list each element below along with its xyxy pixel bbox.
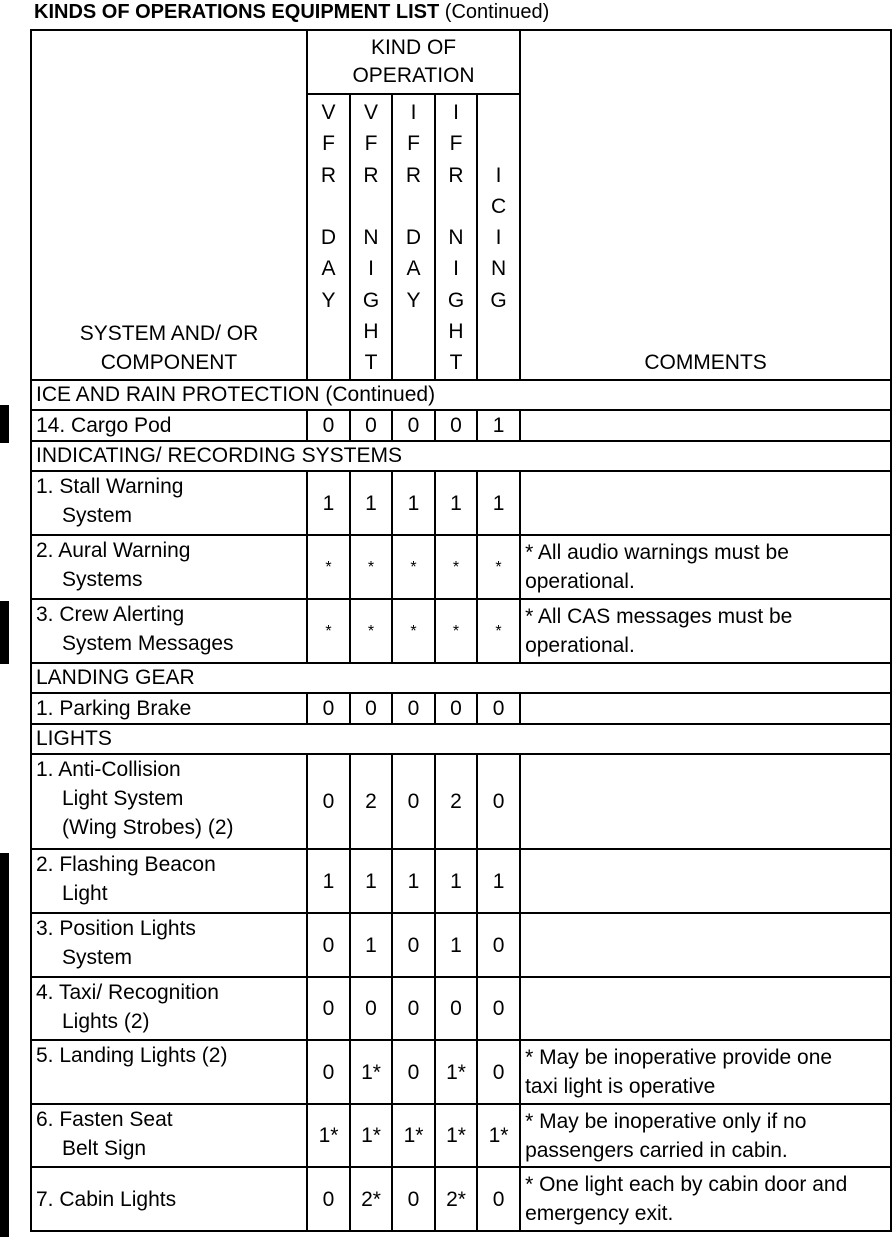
value-cell: 1: [435, 913, 477, 977]
header-letter: I: [453, 101, 459, 124]
change-bar: [0, 405, 9, 443]
value-cell: 1: [477, 471, 520, 535]
item-stall-warning: 1. Stall Warning System: [31, 471, 307, 535]
table-row: [31, 913, 891, 977]
section-ice-rain: ICE AND RAIN PROTECTION (Continued): [31, 380, 891, 410]
value-cell: 1: [392, 471, 435, 535]
value-cell: 0: [477, 1040, 520, 1104]
header-letter: T: [449, 351, 463, 375]
value-cell: 0: [307, 754, 350, 849]
header-letter: R: [405, 163, 422, 187]
value-cell: 1*: [392, 1104, 435, 1167]
value-cell: *: [307, 599, 350, 663]
value-cell: 0: [392, 913, 435, 977]
header-letter: V: [321, 101, 336, 124]
item-anti-collision: 1. Anti-Collision Light System (Wing Strobes) (2): [31, 754, 307, 849]
item-aural-warning: 2. Aural Warning Systems: [31, 535, 307, 599]
value-cell: *: [477, 599, 520, 663]
value-cell: 1: [477, 849, 520, 913]
value-cell: 1*: [435, 1040, 477, 1104]
comments-header: COMMENTS: [520, 30, 891, 380]
value-cell: 1*: [477, 1104, 520, 1167]
value-cell: 0: [477, 693, 520, 724]
item-position-lights: 3. Position Lights System: [31, 913, 307, 977]
header-letter: Y: [406, 288, 421, 312]
header-letter: [496, 97, 502, 128]
item-fasten-seat-belt: 6. Fasten Seat Belt Sign: [31, 1104, 307, 1167]
value-cell: 0: [392, 754, 435, 849]
header-letter: I: [495, 163, 502, 187]
header-letter: [368, 191, 374, 222]
value-cell: 1*: [435, 1104, 477, 1167]
value-cell: 1*: [350, 1104, 392, 1167]
header-letter: I: [410, 101, 417, 124]
value-cell: 0: [477, 1167, 520, 1231]
value-cell: 1: [477, 410, 520, 441]
header-letter: I: [495, 226, 502, 250]
comment: * All audio warnings must be operational.: [520, 535, 891, 599]
value-cell: 0: [307, 913, 350, 977]
value-cell: 0: [392, 410, 435, 441]
value-cell: 0: [307, 693, 350, 724]
item-cargo-pod: 14. Cargo Pod: [31, 410, 307, 441]
header-letter: T: [364, 351, 378, 375]
header-letter: G: [490, 288, 507, 312]
equipment-table: [30, 29, 892, 1232]
value-cell: *: [350, 599, 392, 663]
header-letter: N: [448, 226, 464, 250]
value-cell: *: [477, 535, 520, 599]
value-cell: 2*: [350, 1167, 392, 1231]
system-header: SYSTEM AND/ OR COMPONENT: [31, 30, 307, 380]
value-cell: 2: [435, 754, 477, 849]
icing-header: [477, 94, 520, 380]
section-row: [31, 724, 891, 754]
header-letter: N: [490, 257, 507, 281]
table-row: [31, 471, 891, 535]
value-cell: 0: [435, 410, 477, 441]
table-row: [31, 1104, 891, 1167]
vfr-day-header: [307, 94, 350, 380]
header-letter: A: [321, 257, 336, 281]
table-row: [31, 410, 891, 441]
comment: * All CAS messages must be operational.: [520, 599, 891, 663]
comment: * One light each by cabin door and emergency exit.: [520, 1167, 891, 1231]
value-cell: 1: [350, 471, 392, 535]
value-cell: 1: [307, 471, 350, 535]
value-cell: 0: [307, 410, 350, 441]
item-parking-brake: 1. Parking Brake: [31, 693, 307, 724]
value-cell: 0: [350, 977, 392, 1040]
value-cell: 0: [392, 1167, 435, 1231]
value-cell: *: [435, 535, 477, 599]
header-letter: G: [447, 288, 465, 312]
vfr-night-header: [350, 94, 392, 380]
value-cell: 0: [435, 693, 477, 724]
table-row: [31, 599, 891, 663]
header-letter: [411, 191, 417, 222]
header-letter: D: [405, 226, 422, 250]
value-cell: *: [392, 599, 435, 663]
value-cell: 0: [392, 1040, 435, 1104]
value-cell: 0: [392, 977, 435, 1040]
item-cabin-lights: 7. Cabin Lights: [31, 1167, 307, 1231]
header-letter: R: [448, 163, 464, 187]
value-cell: *: [435, 599, 477, 663]
ifr-night-header: [435, 94, 477, 380]
kind-of-operation-header: KIND OF OPERATION: [307, 30, 520, 94]
table-row: [31, 693, 891, 724]
value-cell: 0: [307, 1040, 350, 1104]
value-cell: 1: [307, 849, 350, 913]
value-cell: *: [350, 535, 392, 599]
header-letter: Y: [321, 288, 336, 312]
value-cell: 1: [350, 913, 392, 977]
section-lights: LIGHTS: [31, 724, 891, 754]
header-letter: F: [364, 132, 378, 156]
header-row: [31, 30, 891, 94]
section-indicating: INDICATING/ RECORDING SYSTEMS: [31, 441, 891, 471]
item-crew-alerting: 3. Crew Alerting System Messages: [31, 599, 307, 663]
value-cell: 0: [392, 693, 435, 724]
value-cell: 0: [307, 977, 350, 1040]
header-letter: [326, 191, 332, 222]
comment: * May be inoperative only if no passengers carried in cabin.: [520, 1104, 891, 1167]
header-letter: F: [407, 132, 420, 156]
header-letter: V: [363, 101, 378, 124]
header-letter: R: [320, 163, 337, 187]
table-row: [31, 977, 891, 1040]
change-bar: [0, 853, 9, 1237]
value-cell: 1: [392, 849, 435, 913]
table-row: [31, 1040, 891, 1104]
value-cell: 1*: [350, 1040, 392, 1104]
value-cell: 0: [435, 977, 477, 1040]
header-letter: [453, 191, 459, 222]
section-row: [31, 441, 891, 471]
value-cell: 1: [435, 849, 477, 913]
header-letter: H: [448, 320, 464, 344]
value-cell: 0: [477, 977, 520, 1040]
ifr-day-header: [392, 94, 435, 380]
page-title: KINDS OF OPERATIONS EQUIPMENT LIST (Continued): [34, 1, 550, 23]
value-cell: 2: [350, 754, 392, 849]
item-flashing-beacon: 2. Flashing Beacon Light: [31, 849, 307, 913]
value-cell: 1: [350, 849, 392, 913]
section-row: [31, 663, 891, 693]
section-row: [31, 380, 891, 410]
header-letter: F: [449, 132, 463, 156]
table-row: [31, 849, 891, 913]
header-letter: [496, 128, 502, 159]
value-cell: 0: [350, 410, 392, 441]
header-letter: A: [406, 257, 421, 281]
header-letter: R: [363, 163, 379, 187]
value-cell: 1: [435, 471, 477, 535]
header-letter: G: [362, 288, 380, 312]
header-letter: N: [363, 226, 379, 250]
header-letter: D: [320, 226, 337, 250]
item-taxi-recognition: 4. Taxi/ Recognition Lights (2): [31, 977, 307, 1040]
value-cell: 0: [477, 754, 520, 849]
header-letter: I: [453, 257, 459, 281]
header-letter: H: [363, 320, 379, 344]
value-cell: 1*: [307, 1104, 350, 1167]
table-row: [31, 1167, 891, 1231]
section-landing-gear: LANDING GEAR: [31, 663, 891, 693]
value-cell: 0: [350, 693, 392, 724]
table-row: [31, 535, 891, 599]
value-cell: 0: [477, 913, 520, 977]
value-cell: 2*: [435, 1167, 477, 1231]
header-letter: F: [322, 132, 335, 156]
value-cell: *: [392, 535, 435, 599]
change-bar: [0, 601, 9, 664]
value-cell: *: [307, 535, 350, 599]
item-landing-lights: 5. Landing Lights (2): [31, 1040, 307, 1104]
table-row: [31, 754, 891, 849]
comment: * May be inoperative provide one taxi light is operative: [520, 1040, 891, 1104]
header-letter: C: [490, 194, 507, 218]
value-cell: 0: [307, 1167, 350, 1231]
header-letter: I: [368, 257, 374, 281]
